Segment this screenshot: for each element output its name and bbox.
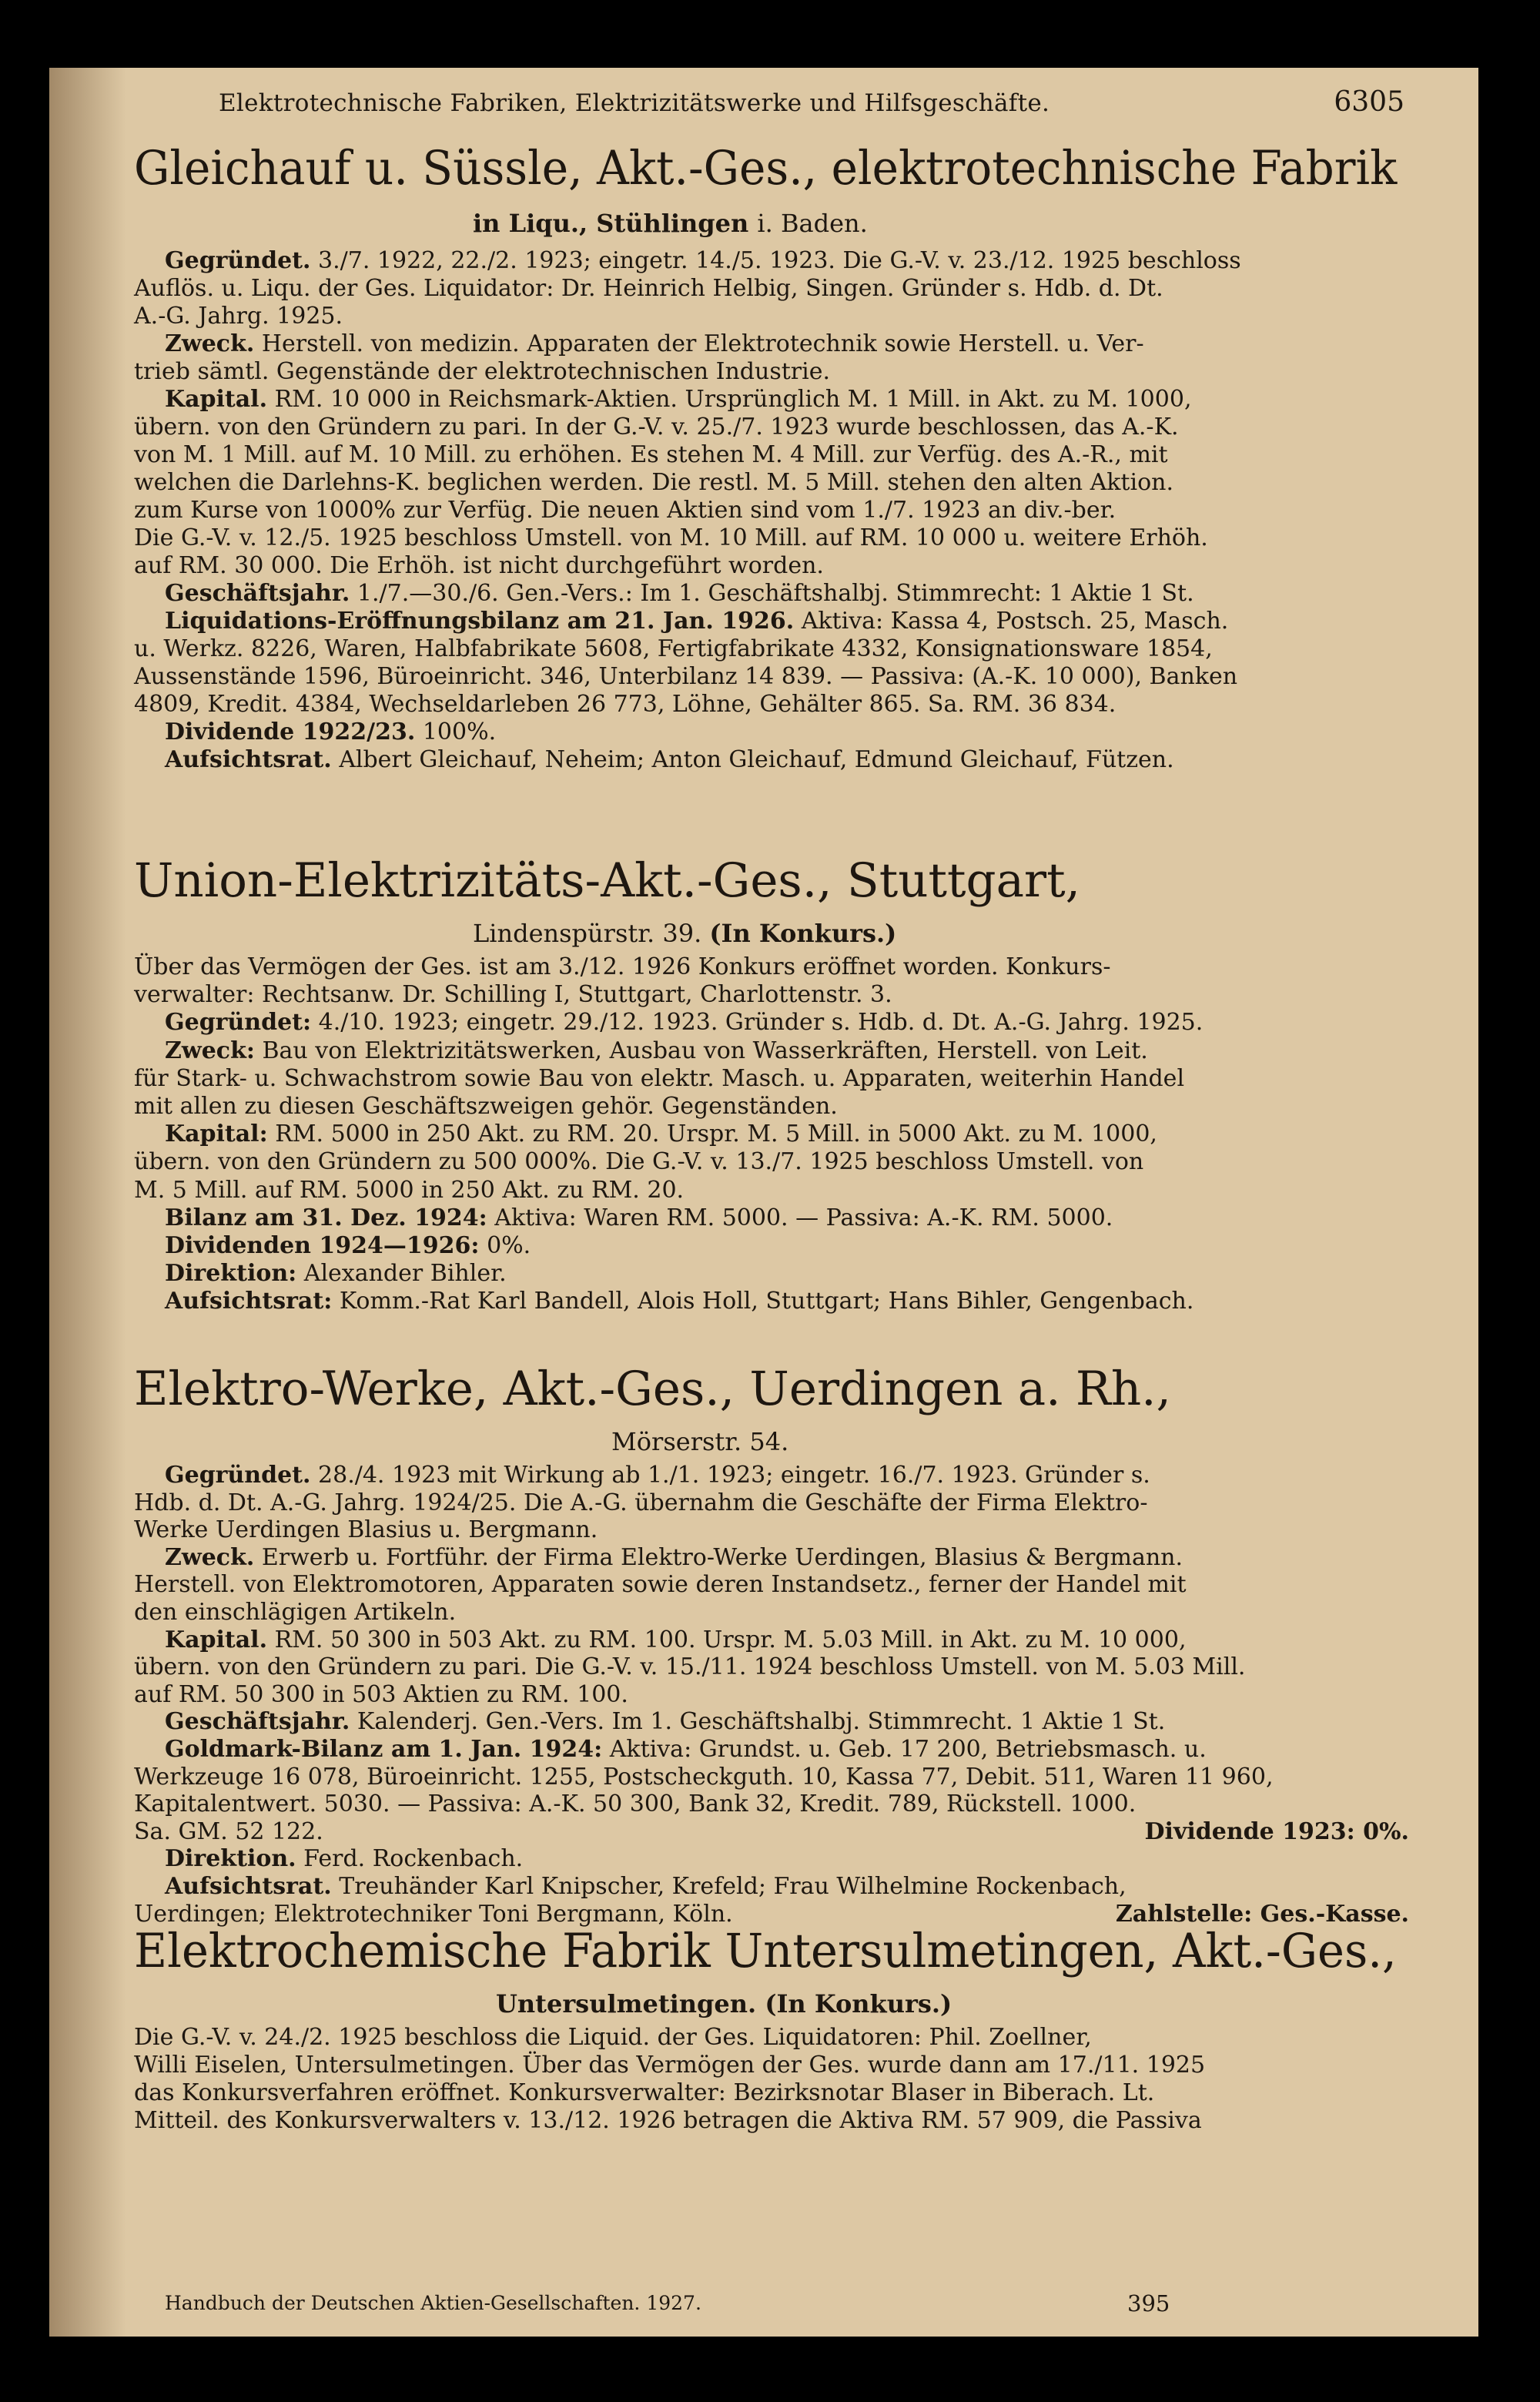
line-label: Geschäftsjahr.: [165, 580, 350, 607]
line-text: Komm.-Rat Karl Bandell, Alois Holl, Stuttgart; Hans Bihler, Gengenbach.: [339, 1288, 1194, 1315]
line-text: Erwerb u. Fortführ. der Firma Elektro-Werke Uerdingen, Blasius & Bergmann.: [261, 1543, 1183, 1571]
line-label: Aufsichtsrat.: [165, 746, 332, 773]
text-line: [134, 469, 1173, 497]
text-line: [134, 1177, 684, 1204]
section-title: Elektrochemische Fabrik Untersulmetingen, Akt.-Ges.,: [134, 1924, 1397, 1978]
text-line: [134, 358, 830, 386]
subtitle-bold: Untersulmetingen. (In Konkurs.): [496, 1989, 952, 2018]
line-label: Dividende 1922/23.: [165, 719, 416, 745]
line-text: auf RM. 30 000. Die Erhöh. ist nicht durchgeführt worden.: [134, 552, 824, 579]
line-text: trieb sämtl. Gegenstände der elektrotechnischen Industrie.: [134, 358, 831, 385]
section-title: Union-Elektrizitäts-Akt.-Ges., Stuttgart,: [134, 853, 1080, 908]
line-text: Aktiva: Waren RM. 5000. — Passiva: A.-K. RM. 5000.: [494, 1204, 1113, 1231]
line-text: Herstell. von Elektromotoren, Apparaten sowie deren Instandsetz., ferner der Handel mit: [134, 1571, 1187, 1599]
line-text: mit allen zu diesen Geschäftszweigen gehör. Gegenständen.: [134, 1093, 838, 1120]
text-line: [134, 953, 1111, 981]
line-text: Werke Uerdingen Blasius u. Bergmann.: [134, 1516, 598, 1544]
text-line: [165, 1873, 1127, 1901]
page-number: 6305: [1334, 86, 1404, 118]
text-line: [165, 1260, 507, 1288]
line-text: welchen die Darlehns-K. beglichen werden. Die restl. M. 5 Mill. stehen den alten Aktion.: [134, 469, 1173, 496]
line-text: 100%.: [422, 719, 497, 745]
text-line: [165, 1204, 1113, 1232]
line-text: Herstell. von medizin. Apparaten der Elektrotechnik sowie Herstell. u. Ver-: [261, 330, 1144, 357]
text-line: [134, 1571, 1187, 1599]
line-label: Bilanz am 31. Dez. 1924:: [165, 1204, 487, 1231]
text-line: [134, 1791, 1136, 1818]
line-text: u. Werkz. 8226, Waren, Halbfabrikate 5608, Fertigfabrikate 4332, Konsignationsware 1854,: [134, 635, 1213, 662]
text-line: [134, 2052, 1205, 2079]
line-label: Liquidations-Eröffnungsbilanz am 21. Jan. 1926.: [165, 608, 795, 635]
line-text: Hdb. d. Dt. A.-G. Jahrg. 1924/25. Die A.-G. übernahm die Geschäfte der Firma Elektro-: [134, 1489, 1148, 1516]
line-text: Mitteil. des Konkursverwalters v. 13./12. 1926 betragen die Aktiva RM. 57 909, die Passiva: [134, 2107, 1202, 2134]
text-line: [165, 1288, 1194, 1315]
subtitle-text: Mörserstr. 54.: [611, 1427, 789, 1456]
line-text: Werkzeuge 16 078, Büroeinricht. 1255, Postscheckguth. 10, Kassa 77, Debit. 511, Waren 11 960,: [134, 1763, 1274, 1791]
line-text: Uerdingen; Elektrotechniker Toni Bergmann, Köln.: [134, 1900, 733, 1928]
line-label: Geschäftsjahr.: [165, 1708, 350, 1736]
text-line: [165, 330, 1144, 358]
line-text: RM. 5000 in 250 Akt. zu RM. 20. Urspr. M. 5 Mill. in 5000 Akt. zu M. 1000,: [275, 1121, 1157, 1148]
line-text: Albert Gleichauf, Neheim; Anton Gleichauf, Edmund Gleichauf, Fützen.: [339, 746, 1174, 773]
text-line: [134, 1653, 1245, 1681]
line-text: 4809, Kredit. 4384, Wechseldarleben 26 773, Löhne, Gehälter 865. Sa. RM. 36 834.: [134, 691, 1116, 718]
line-text: Ferd. Rockenbach.: [303, 1845, 524, 1873]
line-text: Bau von Elektrizitätswerken, Ausbau von Wasserkräften, Herstell. von Leit.: [262, 1037, 1148, 1064]
text-line: [165, 1845, 523, 1873]
line-text: von M. 1 Mill. auf M. 10 Mill. zu erhöhen. Es stehen M. 4 Mill. zur Verfüg. des A.-R., mit: [134, 441, 1168, 468]
text-line: [134, 1148, 1143, 1176]
line-text: übern. von den Gründern zu pari. In der G.-V. v. 25./7. 1923 wurde beschlossen, das A.-K.: [134, 414, 1179, 441]
line-label: Goldmark-Bilanz am 1. Jan. 1924:: [165, 1736, 603, 1763]
line-text: verwalter: Rechtsanw. Dr. Schilling I, Stuttgart, Charlottenstr. 3.: [134, 981, 892, 1009]
text-line: [134, 441, 1168, 469]
section-title: Elektro-Werke, Akt.-Ges., Uerdingen a. Rh.,: [134, 1362, 1171, 1416]
line-text: 4./10. 1923; eingetr. 29./12. 1923. Gründer s. Hdb. d. Dt. A.-G. Jahrg. 1925.: [318, 1009, 1204, 1037]
text-line: [165, 580, 1194, 608]
text-line: [134, 2079, 1154, 2107]
text-line: [134, 691, 1116, 719]
section-subtitle: [496, 1989, 952, 2018]
text-line: [134, 1599, 456, 1626]
line-text: A.-G. Jahrg. 1925.: [134, 303, 343, 330]
text-line: [134, 1764, 1273, 1791]
subtitle-text: Lindenspürstr. 39.: [473, 919, 710, 948]
text-line: [134, 2107, 1202, 2135]
line-right: Dividende 1923: 0%.: [1144, 1817, 1409, 1845]
line-text: übern. von den Gründern zu pari. Die G.-V. v. 15./11. 1924 beschloss Umstell. von M. 5.03 Mill.: [134, 1653, 1246, 1681]
line-text: auf RM. 50 300 in 503 Aktien zu RM. 100.: [134, 1680, 628, 1708]
line-text: Aussenstände 1596, Büroeinricht. 346, Unterbilanz 14 839. — Passiva: (A.-K. 10 000), Banken: [134, 663, 1238, 690]
text-line: [134, 275, 1163, 303]
line-label: Gegründet:: [165, 1009, 312, 1037]
text-line: [165, 746, 1174, 774]
line-label: Kapital:: [165, 1121, 268, 1148]
line-text: für Stark- u. Schwachstrom sowie Bau von elektr. Masch. u. Apparaten, weiterhin Handel: [134, 1064, 1185, 1092]
text-line: [165, 247, 1241, 275]
text-line: [165, 1736, 1207, 1764]
running-title: Elektrotechnische Fabriken, Elektrizitätswerke und Hilfsgeschäfte.: [219, 89, 1050, 117]
section-subtitle: [473, 919, 896, 948]
line-text: Kapitalentwert. 5030. — Passiva: A.-K. 50 300, Bank 32, Kredit. 789, Rückstell. 1000.: [134, 1791, 1137, 1818]
line-text: das Konkursverfahren eröffnet. Konkursverwalter: Bezirksnotar Blaser in Biberach. Lt.: [134, 2079, 1155, 2106]
text-line: [134, 981, 892, 1009]
line-text: RM. 50 300 in 503 Akt. zu RM. 100. Urspr. M. 5.03 Mill. in Akt. zu M. 10 000,: [274, 1626, 1187, 1653]
text-line: [165, 1232, 531, 1260]
text-line: [165, 1544, 1183, 1572]
line-text: Sa. GM. 52 122.: [134, 1817, 323, 1845]
text-line: [134, 497, 1116, 524]
subtitle-bold: in Liqu., Stühlingen: [473, 209, 758, 238]
line-text: M. 5 Mill. auf RM. 5000 in 250 Akt. zu RM. 20.: [134, 1176, 685, 1204]
text-line: [165, 719, 496, 746]
text-line: [134, 1516, 598, 1544]
line-text: 0%.: [487, 1232, 531, 1259]
line-text: Auflös. u. Liqu. der Ges. Liquidator: Dr. Heinrich Helbig, Singen. Gründer s. Hdb. d. Dt.: [134, 275, 1163, 302]
text-line: [165, 1626, 1186, 1654]
line-label: Gegründet.: [165, 1462, 311, 1489]
line-text: zum Kurse von 1000% zur Verfüg. Die neuen Aktien sind vom 1./7. 1923 an div.-ber.: [134, 497, 1116, 524]
text-line: [165, 1037, 1148, 1065]
text-line: [165, 608, 1228, 635]
line-label: Direktion:: [165, 1260, 297, 1288]
line-text: Aktiva: Kassa 4, Postsch. 25, Masch.: [801, 608, 1229, 635]
line-text: Kalenderj. Gen.-Vers. Im 1. Geschäftshalbj. Stimmrecht. 1 Aktie 1 St.: [357, 1708, 1166, 1736]
text-line: [134, 1093, 838, 1121]
line-label: Kapital.: [165, 386, 268, 413]
text-line: [165, 1121, 1157, 1148]
text-line: [134, 303, 343, 330]
line-text: 1./7.—30./6. Gen.-Vers.: Im 1. Geschäftshalbj. Stimmrecht: 1 Aktie 1 St.: [357, 580, 1194, 607]
section-subtitle: [473, 209, 868, 238]
page: [49, 68, 1478, 2337]
section-subtitle: [611, 1427, 788, 1456]
text-line: [134, 414, 1179, 441]
line-text: den einschlägigen Artikeln.: [134, 1599, 457, 1626]
line-label: Zweck:: [165, 1037, 255, 1064]
text-line: [165, 1462, 1150, 1489]
line-text: übern. von den Gründern zu 500 000%. Die G.-V. v. 13./7. 1925 beschloss Umstell. von: [134, 1148, 1144, 1176]
text-line: [134, 1818, 323, 1846]
line-label: Kapital.: [165, 1626, 268, 1653]
line-text: 28./4. 1923 mit Wirkung ab 1./1. 1923; eingetr. 16./7. 1923. Gründer s.: [318, 1462, 1150, 1489]
line-label: Direktion.: [165, 1845, 296, 1873]
line-text: Willi Eiselen, Untersulmetingen. Über das Vermögen der Ges. wurde dann am 17./11. 1925: [134, 2052, 1206, 2079]
section-title: Gleichauf u. Süssle, Akt.-Ges., elektrotechnische Fabrik: [134, 141, 1398, 196]
subtitle-text: i. Baden.: [757, 209, 868, 238]
line-label: Aufsichtsrat:: [165, 1288, 333, 1315]
text-line: [134, 1065, 1184, 1093]
line-text: 3./7. 1922, 22./2. 1923; eingetr. 14./5. 1923. Die G.-V. v. 23./12. 1925 beschloss: [318, 247, 1241, 274]
line-label: Gegründet.: [165, 247, 311, 274]
line-label: Aufsichtsrat.: [165, 1873, 332, 1900]
text-line: [165, 1009, 1203, 1037]
line-text: Treuhänder Karl Knipscher, Krefeld; Frau Wilhelmine Rockenbach,: [339, 1873, 1127, 1900]
footer-page-number: 395: [1127, 2290, 1170, 2317]
text-line: [134, 2024, 1092, 2052]
text-line: [134, 635, 1213, 663]
line-right: Zahlstelle: Ges.-Kasse.: [1115, 1900, 1409, 1928]
line-text: Die G.-V. v. 24./2. 1925 beschloss die Liquid. der Ges. Liquidatoren: Phil. Zoellner,: [134, 2024, 1092, 2051]
line-text: Über das Vermögen der Ges. ist am 3./12. 1926 Konkurs eröffnet worden. Konkurs-: [134, 953, 1111, 980]
text-line: [134, 663, 1237, 691]
subtitle-bold: (In Konkurs.): [709, 919, 897, 948]
line-label: Dividenden 1924—1926:: [165, 1232, 480, 1259]
text-line: [165, 386, 1191, 414]
line-text: Die G.-V. v. 12./5. 1925 beschloss Umstell. von M. 10 Mill. auf RM. 10 000 u. weitere Erhöh.: [134, 524, 1208, 551]
text-line: [134, 552, 824, 580]
text-line: [165, 1708, 1165, 1736]
line-text: Aktiva: Grundst. u. Geb. 17 200, Betriebsmasch. u.: [609, 1736, 1207, 1763]
text-line: [134, 1489, 1147, 1517]
footer-text: Handbuch der Deutschen Aktien-Gesellschaften. 1927.: [165, 2292, 701, 2314]
line-label: Zweck.: [165, 330, 255, 357]
text-line: [134, 524, 1208, 552]
text-line: [134, 1681, 628, 1709]
line-text: RM. 10 000 in Reichsmark-Aktien. Ursprünglich M. 1 Mill. in Akt. zu M. 1000,: [274, 386, 1192, 413]
line-label: Zweck.: [165, 1543, 255, 1571]
line-text: Alexander Bihler.: [303, 1260, 507, 1288]
